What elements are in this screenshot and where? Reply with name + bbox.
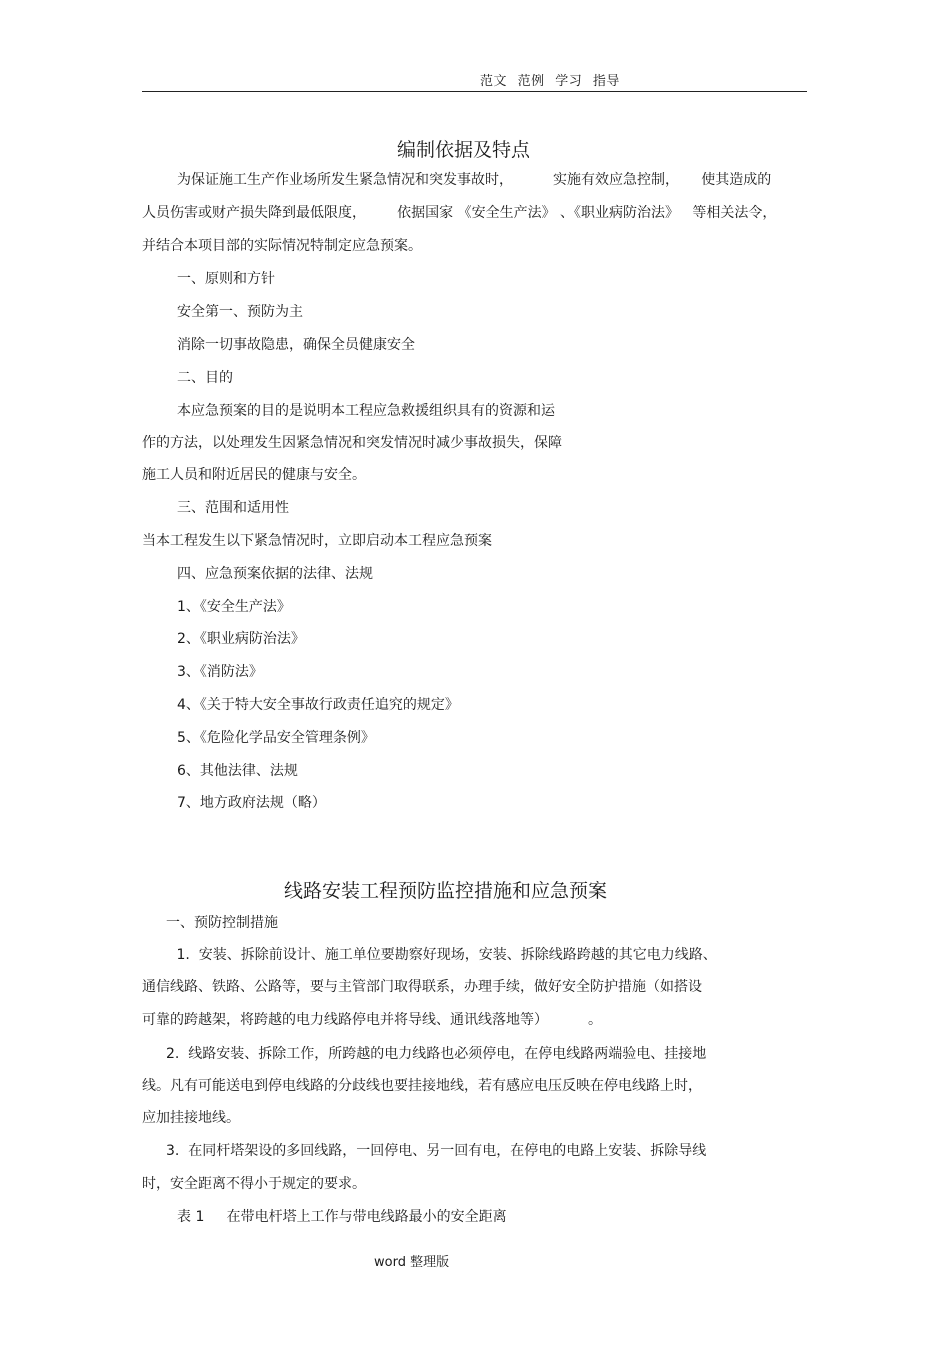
principle-1: 安全第一、预防为主 [177, 304, 303, 320]
intro-line-1: 为保证施工生产作业场所发生紧急情况和突发事故时， 实施有效应急控制， 使其造成的 [177, 172, 772, 188]
law-item: 7、地方政府法规（略） [177, 795, 326, 811]
scope-text: 当本工程发生以下紧急情况时，立即启动本工程应急预案 [142, 533, 492, 549]
item1-line-2: 通信线路、铁路、公路等，要与主管部门取得联系，办理手续，做好安全防护措施（如搭设 [142, 979, 702, 995]
intro-line-3: 并结合本项目部的实际情况特制定应急预案。 [142, 238, 422, 254]
law-item: 6、其他法律、法规 [177, 763, 298, 779]
page-footer: word 整理版 [374, 1255, 450, 1270]
purpose-heading: 二、目的 [177, 370, 233, 386]
section1-title: 编制依据及特点 [397, 139, 531, 161]
control-heading: 一、预防控制措施 [166, 915, 278, 931]
table-caption: 表 1 在带电杆塔上工作与带电线路最小的安全距离 [177, 1209, 507, 1225]
section2-title: 线路安装工程预防监控措施和应急预案 [284, 880, 608, 902]
law-item: 5、《危险化学品安全管理条例》 [177, 730, 375, 746]
page-header: 范文 范例 学习 指导 [480, 74, 620, 89]
item3-line-2: 时，安全距离不得小于规定的要求。 [142, 1176, 366, 1192]
item2-line-2: 线。凡有可能送电到停电线路的分歧线也要挂接地线，若有感应电压反映在停电线路上时， [142, 1078, 702, 1094]
purpose-line-3: 施工人员和附近居民的健康与安全。 [142, 467, 366, 483]
scope-heading: 三、范围和适用性 [177, 500, 289, 516]
purpose-line-2: 作的方法，以处理发生因紧急情况和突发情况时减少事故损失，保障 [142, 435, 562, 451]
intro-line-2: 人员伤害或财产损失降到最低限度， 依据国家 《安全生产法》 、《职业病防治法》 等相关法令， [142, 205, 777, 221]
laws-heading: 四、应急预案依据的法律、法规 [177, 566, 373, 582]
item2-line-3: 应加挂接地线。 [142, 1110, 240, 1126]
principle-heading: 一、原则和方针 [177, 271, 275, 287]
law-item: 3、《消防法》 [177, 664, 263, 680]
item3-line-1: 3. 在同杆塔架设的多回线路，一回停电、另一回有电，在停电的电路上安装、拆除导线 [166, 1143, 707, 1159]
purpose-line-1: 本应急预案的目的是说明本工程应急救援组织具有的资源和运 [177, 403, 555, 419]
item1-line-3: 可靠的跨越架，将跨越的电力线路停电并将导线、通讯线落地等） 。 [142, 1012, 603, 1028]
principle-2: 消除一切事故隐患，确保全员健康安全 [177, 337, 415, 353]
law-item: 4、《关于特大安全事故行政责任追究的规定》 [177, 697, 459, 713]
law-item: 2、《职业病防治法》 [177, 631, 305, 647]
law-item: 1、《安全生产法》 [177, 599, 291, 615]
item1-line-1: 1. 安装、拆除前设计、施工单位要勘察好现场，安装、拆除线路跨越的其它电力线路、 [172, 947, 717, 963]
header-rule [142, 91, 807, 92]
item2-line-1: 2. 线路安装、拆除工作，所跨越的电力线路也必须停电，在停电线路两端验电、挂接地 [166, 1046, 707, 1062]
